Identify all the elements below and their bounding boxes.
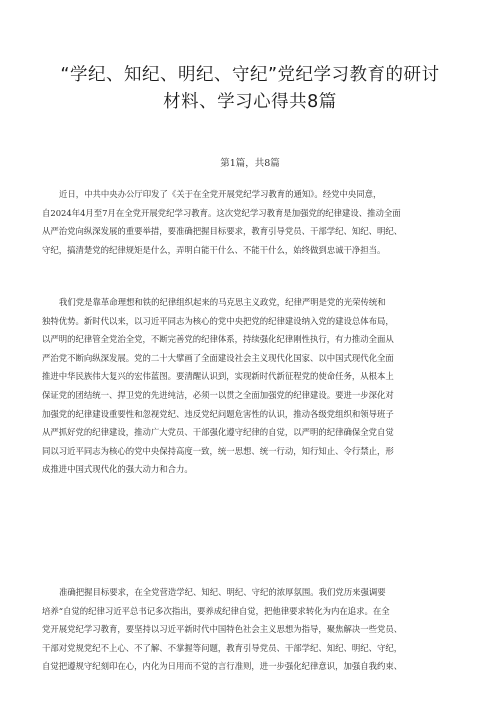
paragraph-line: 自2024年4月至7月在全党开展党纪学习教育。这次党纪学习教育是加强党的纪律建设、推动全面	[42, 207, 401, 218]
paragraph-line: 以严明的纪律管全党治全党，不断完善党的纪律体系，持续强化纪律刚性执行，有力推动全面从	[42, 334, 394, 345]
paragraph-line: 加强党的纪律建设重要性和忽视党纪、违反党纪问题危害性的认识，推动各级党组织和领导班子	[42, 408, 394, 419]
paragraph-line: 推进中华民族伟大复兴的宏伟蓝图。要清醒认识到，实现新时代新征程党的使命任务，从根本上	[42, 371, 394, 382]
title-line: 材料、学习心得共8篇	[163, 92, 337, 112]
title-line: “学纪、知纪、明纪、守纪”党纪学习教育的研讨	[60, 65, 440, 85]
paragraph-line: 党开展党纪学习教育，要坚持以习近平新时代中国特色社会主义思想为指导，聚焦解决一些党员、	[42, 624, 403, 635]
section-label: 第1篇，共8篇	[220, 158, 280, 169]
paragraph	[42, 583, 460, 676]
paragraph-line: 守纪，搞清楚党的纪律规矩是什么，弄明白能干什么、不能干什么，始终做到忠诚干净担当。	[42, 244, 386, 255]
paragraph-line: 同以习近平同志为核心的党中央保持高度一致，统一思想、统一行动，知行知止、令行禁止，形	[42, 445, 394, 456]
paragraph-line: 独特优势。新时代以来，以习近平同志为核心的党中央把党的纪律建设纳入党的建设总体布局，	[42, 315, 394, 326]
paragraph	[42, 185, 460, 259]
paragraph-line: 干部对党规党纪不上心、不了解、不掌握等问题，教育引导党员、干部学纪、知纪、明纪、守纪，	[42, 642, 403, 653]
paragraph-line: 近日，中共中央办公厅印发了《关于在全党开展党纪学习教育的通知》。经党中央同意，	[59, 189, 382, 199]
paragraph-line: 自觉把遵规守纪刻印在心，内化为日用而不觉的言行准则，进一步强化纪律意识，加强自我约束、	[42, 661, 403, 672]
paragraph-line: 我们党是靠革命理想和铁的纪律组织起来的马克思主义政党，纪律严明是党的光荣传统和	[59, 297, 386, 307]
paragraph-line: 严治党不断向纵深发展。党的二十大擘画了全面建设社会主义现代化国家、以中国式现代化全面	[42, 352, 394, 363]
document-title	[40, 62, 460, 116]
paragraph-line: 保证党的团结统一、捍卫党的先进纯洁，必须一以贯之全面加强党的纪律建设。要进一步深化对	[42, 389, 394, 400]
paragraph-line: 从严抓好党的纪律建设，推动广大党员、干部强化遵守纪律的自觉，以严明的纪律确保全党自觉	[42, 427, 394, 438]
paragraph-line: 培养“自觉的纪律习近平总书记多次指出，要养成纪律自觉，把他律要求转化为内在追求。在全	[42, 605, 390, 616]
paragraph-line: 成推进中国式现代化的强大动力和合力。	[42, 464, 193, 475]
paragraph-line: 从严治党向纵深发展的重要举措，要准确把握目标要求，教育引导党员、干部学纪、知纪、明纪、	[42, 226, 403, 237]
paragraph-line: 准确把握目标要求，在全党营造学纪、知纪、明纪、守纪的浓厚氛围。我们党历来强调要	[59, 587, 386, 597]
paragraph	[42, 293, 460, 479]
